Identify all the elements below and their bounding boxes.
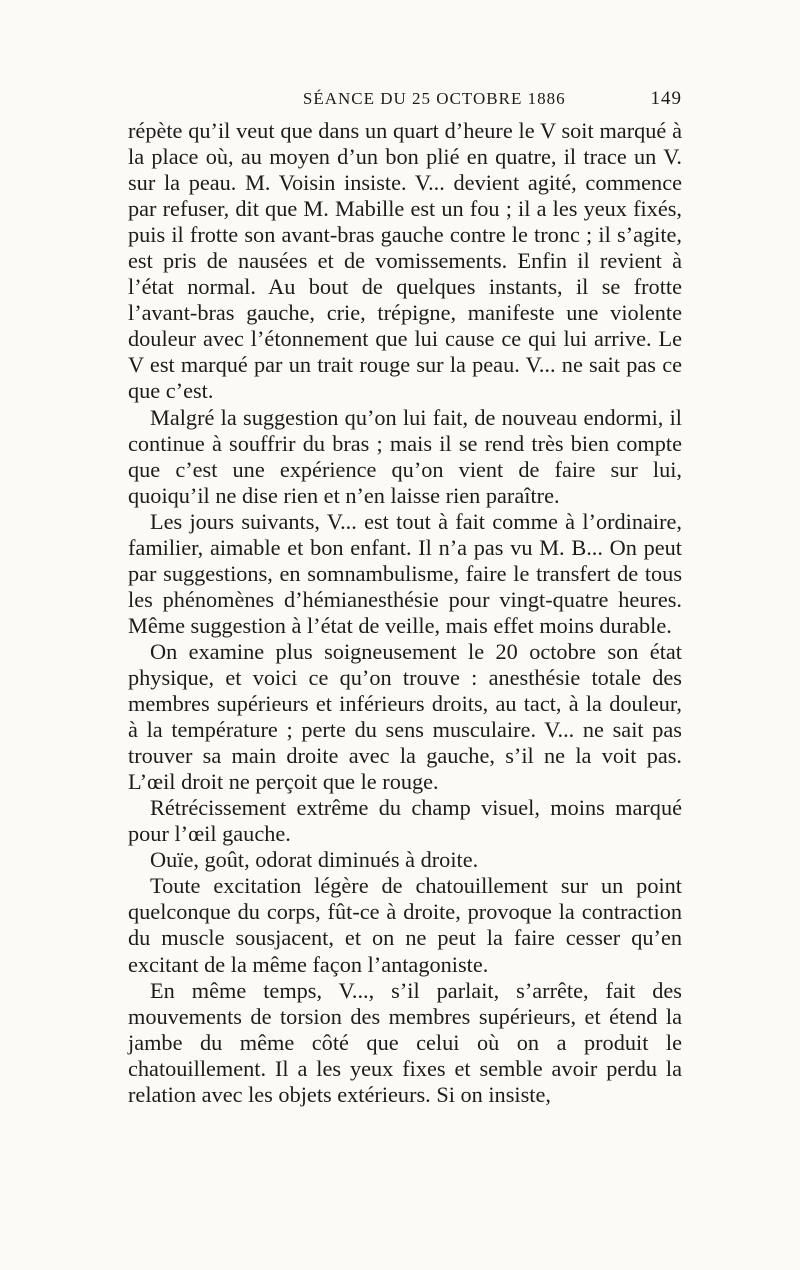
paragraph: Rétrécissement extrême du champ visuel, moins marqué pour l’œil gauche.: [128, 795, 682, 847]
paragraph: Ouïe, goût, odorat diminués à droite.: [150, 847, 479, 873]
paragraph: répète qu’il veut que dans un quart d’heure le V soit marqué à la place où, au moyen d’un bon plié en quatre, il trace un V. sur la peau. M. Voisin insiste. V... devient agité, commence par refuser, dit que M. Mabille est un fou ; il a les yeux fixés, puis il frotte son avant-bras gauche contre le tronc ; il s’agite, est pris de nausées et de vomissements. Enfin il revient à l’état normal. Au bout de quelques instants, il se frotte l’avant-bras gauche, crie, trépigne, manifeste une violente douleur avec l’étonnement que lui cause ce qui lui arrive. Le V est marqué par un trait rouge sur la peau. V... ne sait pas ce que c’est.: [128, 118, 682, 404]
paragraph: Les jours suivants, V... est tout à fait comme à l’ordinaire, familier, aimable et bon enfant. Il n’a pas vu M. B... On peut par suggestions, en somnambulisme, faire le transfert de tous les phénomènes d’hémianesthésie pour vingt-quatre heures. Même suggestion à l’état de veille, mais effet moins durable.: [128, 508, 682, 638]
paragraph: Malgré la suggestion qu’on lui fait, de nouveau endormi, il continue à souffrir du bras ; mais il se rend très bien compte que c’est une expérience qu’on vient de faire sur lui, quoiqu’il ne dise rien et n’en laisse rien paraître.: [128, 404, 682, 508]
page-number: 149: [650, 88, 682, 109]
paragraph: On examine plus soigneusement le 20 octobre son état physique, et voici ce qu’on trouve : anesthésie totale des membres supérieurs et inférieurs droits, au tact, à la douleur, à la température ; perte du sens musculaire. V... ne sait pas trouver sa main droite avec la gauche, s’il ne la voit pas. L’œil droit ne perçoit que le rouge.: [128, 638, 682, 795]
running-head: [128, 88, 682, 110]
paragraph: Toute excitation légère de chatouillement sur un point quelconque du corps, fût-ce à droite, provoque la contraction du muscle sousjacent, et on ne peut la faire cesser qu’en excitant de la même façon l’antagoniste.: [128, 873, 682, 977]
body-text: [128, 118, 682, 1108]
paragraph: En même temps, V..., s’il parlait, s’arrête, fait des mouvements de torsion des membres supérieurs, et étend la jambe du même côté que celui où on a produit le chatouillement. Il a les yeux fixes et semble avoir perdu la relation avec les objets extérieurs. Si on insiste,: [128, 977, 682, 1107]
running-title: SÉANCE DU 25 OCTOBRE 1886: [302, 89, 566, 108]
